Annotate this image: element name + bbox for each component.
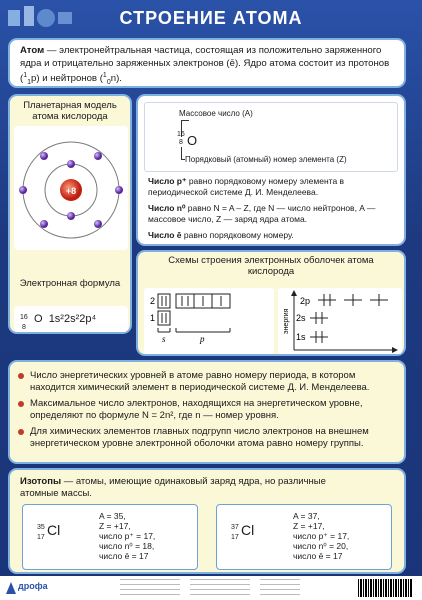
cl37-line: число ē = 17 — [293, 551, 343, 561]
imprint-text — [260, 579, 300, 597]
electron — [40, 220, 48, 228]
intro-text-3: ). — [116, 73, 122, 85]
electron — [67, 160, 75, 168]
cells-row-1: 1 — [150, 313, 156, 323]
cl37-mass: 37 — [231, 524, 239, 531]
header — [0, 0, 422, 40]
isotopes-text: — атомы, имеющие одинаковый заряд ядра, но различные атомные массы. — [20, 476, 326, 499]
electron — [19, 186, 27, 194]
energy-diagram — [278, 288, 402, 354]
cl35-line: число p⁺ = 17, — [99, 531, 156, 541]
cl35-line: число ē = 17 — [99, 551, 149, 561]
cl35-symbol: Cl — [47, 522, 61, 538]
formula-number: 8 — [22, 324, 26, 332]
formula-config: 1s²2s²2p⁴ — [48, 313, 97, 325]
electron — [94, 220, 102, 228]
rule-e-bold: Число ē — [148, 230, 182, 240]
number-label: Порядковый (атомный) номер элемента (Z) — [185, 155, 347, 164]
nucleus-charge: +8 — [65, 186, 77, 196]
imprint-text — [120, 579, 180, 597]
cl35-line: Z = +17, — [99, 521, 131, 531]
imprint-text — [190, 579, 250, 597]
mass-number-panel — [136, 94, 406, 246]
cl35-line: A = 35, — [99, 511, 126, 521]
cl37-line: A = 37, — [293, 511, 320, 521]
level-2p: 2p — [300, 296, 311, 306]
cells-s-label: s — [162, 334, 166, 344]
cl35-number: 17 — [37, 534, 45, 541]
rule-e: равно порядковому номеру. — [181, 230, 294, 240]
intro-text-1: — электронейтральная частица, состоящая из положительно заряженного ядра и отрицательно заряженных электронов (ē). Ядро атома состоит из протонов ( — [20, 45, 390, 85]
shells-panel — [136, 250, 406, 356]
mass-number-diagram — [144, 102, 398, 172]
cl37-number: 17 — [231, 534, 239, 541]
atom-diagram — [14, 126, 128, 250]
publisher-mark-icon — [6, 582, 16, 594]
orbital-cells-diagram — [144, 288, 274, 354]
level-1s: 1s — [296, 332, 306, 342]
mass-label: Массовое число (A) — [179, 109, 253, 118]
intro-term: Атом — [20, 45, 45, 56]
rule-p: равно порядковому номеру элемента в периодической системе Д. И. Менделеева. — [148, 176, 345, 197]
rule-item: Максимальное число электронов, находящихся на энергетическом уровне, определяют по формуле N = 2n², где n — номер уровня. — [18, 398, 396, 422]
mass-element: O — [187, 133, 198, 148]
mass-rules — [148, 176, 402, 246]
formula-mass: 16 — [20, 314, 28, 322]
electron — [67, 212, 75, 220]
barcode — [358, 579, 412, 597]
number-value: 8 — [179, 139, 183, 146]
energy-axis-label: энергия — [283, 308, 290, 334]
cl37-line: число p⁺ = 17, — [293, 531, 350, 541]
intro-panel: Атом — электронейтральная частица, состоящая из положительно заряженного ядра и отрицательно заряженных электронов (ē). Ядро атома состоит из протонов ($^1_1$p) и нейтронов ($^1_0$n). — [8, 38, 406, 88]
rule-item: Число энергетических уровней в атоме равно номеру периода, в котором находится химический элемент в периодической системе Д. И. Менделеева. — [18, 370, 396, 394]
shells-title: Схемы строения электронных оболочек атома кислорода — [168, 255, 374, 277]
atom-orbits-svg — [14, 126, 128, 250]
electron — [115, 186, 123, 194]
rule-p-bold: Число p⁺ — [148, 176, 187, 186]
rules-panel — [8, 360, 406, 464]
cl37-symbol: Cl — [241, 522, 255, 538]
cl35-mass: 35 — [37, 524, 45, 531]
rule-item: Для химических элементов главных подгрупп число электронов на внешнем энергетическом уровне электронной оболочки атома равно номеру группы. — [18, 426, 396, 450]
footer — [0, 576, 422, 600]
isotope-cl37 — [216, 504, 392, 570]
electron — [94, 152, 102, 160]
electron — [40, 152, 48, 160]
level-2s: 2s — [296, 313, 306, 323]
cells-p-label: p — [200, 334, 205, 344]
publisher-brand: дрофа — [18, 581, 48, 591]
rule-n: равно N = A – Z, где N — число нейтронов, A — массовое число, Z — заряд ядра атома. — [148, 203, 376, 224]
isotopes-panel — [8, 468, 406, 574]
atom-model-panel — [8, 94, 132, 334]
isotope-cl35 — [22, 504, 198, 570]
formula-caption: Электронная формула — [19, 278, 121, 289]
mass-value: 16 — [177, 131, 185, 138]
cl35-line: число n⁰ = 18, — [99, 541, 155, 551]
cl37-line: число n⁰ = 20, — [293, 541, 349, 551]
rule-n-bold: Число n⁰ — [148, 203, 186, 213]
electron-formula — [14, 306, 128, 332]
intro-text-2: ) и нейтронов ( — [36, 73, 103, 85]
formula-element: O — [34, 313, 43, 325]
page-title: СТРОЕНИЕ АТОМА — [119, 8, 303, 28]
isotopes-term: Изотопы — [20, 476, 62, 487]
cells-row-2: 2 — [150, 296, 156, 306]
cl37-line: Z = +17, — [293, 521, 325, 531]
model-caption: Планетарная модель атома кислорода — [23, 100, 117, 122]
